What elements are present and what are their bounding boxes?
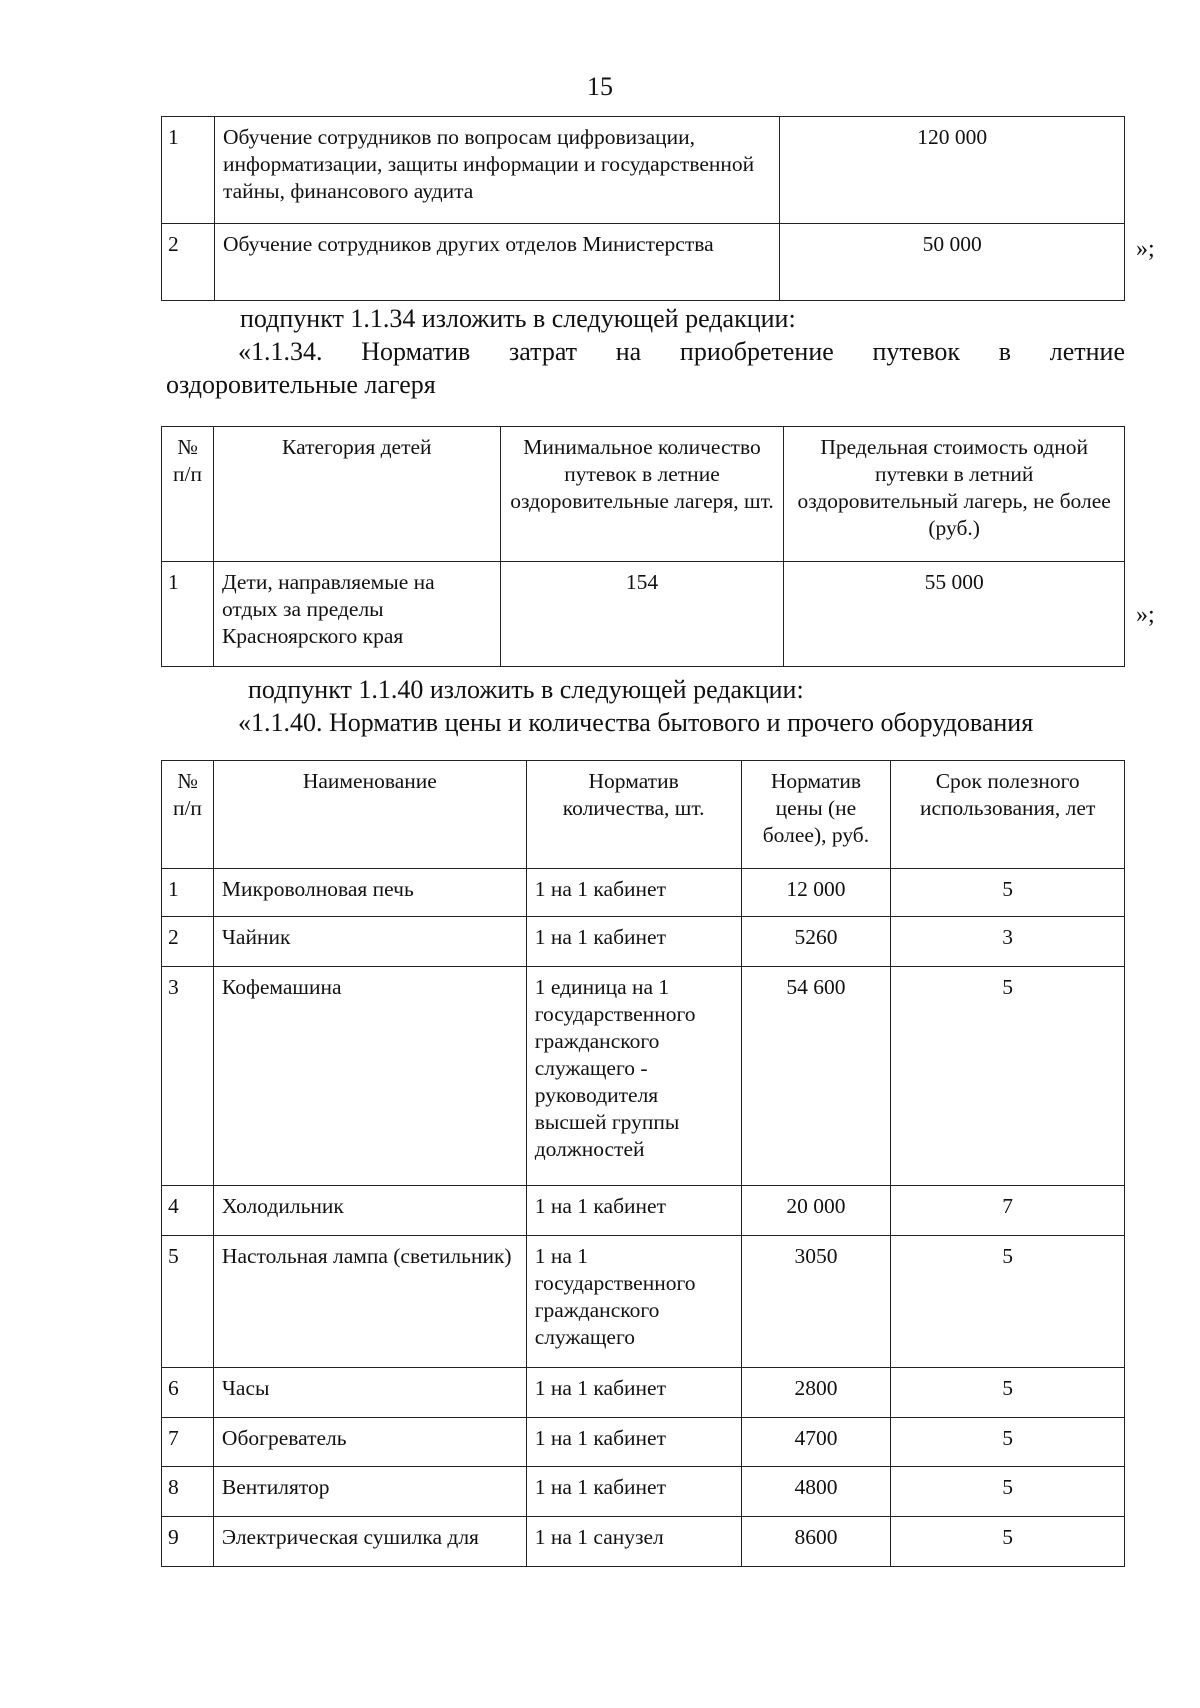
section-heading: «1.1.34. Норматив затрат на приобретение путевок в летние <box>238 337 1125 366</box>
row-number: 1 <box>162 117 215 224</box>
row-number: 8 <box>162 1467 214 1517</box>
item-price: 2800 <box>741 1368 891 1418</box>
header-num: № п/п <box>162 427 214 562</box>
training-name: Обучение сотрудников других отделов Министерства <box>214 224 779 301</box>
table-row <box>162 967 1125 1186</box>
table-row <box>162 224 1125 301</box>
item-qty: 1 на 1 кабинет <box>526 1418 741 1467</box>
section-heading: «1.1.40. Норматив цены и количества бытового и прочего оборудования <box>238 708 1034 737</box>
item-price: 5260 <box>741 917 891 967</box>
table-row <box>162 917 1125 967</box>
table-header-row <box>162 761 1125 869</box>
header-max-price: Предельная стоимость одной путевки в летний оздоровительный лагерь, не более (руб.) <box>784 427 1125 562</box>
row-number: 9 <box>162 1517 214 1567</box>
item-price: 20 000 <box>741 1186 891 1236</box>
section-intro: подпункт 1.1.34 изложить в следующей редакции: <box>240 304 796 333</box>
header-life: Срок полезного использования, лет <box>891 761 1125 869</box>
training-costs-table <box>161 116 1125 301</box>
training-cost: 120 000 <box>780 117 1125 224</box>
row-number: 1 <box>162 562 214 667</box>
table-row <box>162 1186 1125 1236</box>
item-qty: 1 на 1 кабинет <box>526 917 741 967</box>
item-name: Микроволновая печь <box>213 869 526 917</box>
row-number: 3 <box>162 967 214 1186</box>
item-qty: 1 на 1 кабинет <box>526 1186 741 1236</box>
item-life: 5 <box>891 1418 1125 1467</box>
item-price: 3050 <box>741 1236 891 1368</box>
item-life: 5 <box>891 1467 1125 1517</box>
row-number: 7 <box>162 1418 214 1467</box>
item-qty: 1 единица на 1 государственного гражданского служащего - руководителя высшей группы должностей <box>526 967 741 1186</box>
row-number: 4 <box>162 1186 214 1236</box>
min-count: 154 <box>500 562 784 667</box>
child-category: Дети, направляемые на отдых за пределы Красноярского края <box>213 562 500 667</box>
closing-quote: »; <box>1136 236 1155 262</box>
item-name: Электрическая сушилка для <box>213 1517 526 1567</box>
item-name: Вентилятор <box>213 1467 526 1517</box>
item-qty: 1 на 1 кабинет <box>526 869 741 917</box>
closing-quote: »; <box>1136 602 1155 628</box>
header-qty: Норматив количества, шт. <box>526 761 741 869</box>
item-price: 4700 <box>741 1418 891 1467</box>
table-header-row <box>162 427 1125 562</box>
table-row <box>162 1418 1125 1467</box>
training-name: Обучение сотрудников по вопросам цифровизации, информатизации, защиты информации и государственной тайны, финансового аудита <box>214 117 779 224</box>
item-qty: 1 на 1 кабинет <box>526 1467 741 1517</box>
row-number: 6 <box>162 1368 214 1418</box>
header-min-count: Минимальное количество путевок в летние оздоровительные лагеря, шт. <box>500 427 784 562</box>
table-row <box>162 869 1125 917</box>
item-name: Настольная лампа (светильник) <box>213 1236 526 1368</box>
item-price: 12 000 <box>741 869 891 917</box>
item-life: 5 <box>891 967 1125 1186</box>
item-name: Кофемашина <box>213 967 526 1186</box>
section-intro: подпункт 1.1.40 изложить в следующей редакции: <box>248 675 804 704</box>
header-price: Норматив цены (не более), руб. <box>741 761 891 869</box>
row-number: 2 <box>162 917 214 967</box>
item-name: Холодильник <box>213 1186 526 1236</box>
table-row <box>162 1236 1125 1368</box>
max-price: 55 000 <box>784 562 1125 667</box>
item-price: 4800 <box>741 1467 891 1517</box>
item-life: 7 <box>891 1186 1125 1236</box>
item-life: 5 <box>891 1517 1125 1567</box>
table-row <box>162 1368 1125 1418</box>
row-number: 1 <box>162 869 214 917</box>
item-qty: 1 на 1 государственного гражданского служащего <box>526 1236 741 1368</box>
header-name: Наименование <box>213 761 526 869</box>
item-name: Обогреватель <box>213 1418 526 1467</box>
item-qty: 1 на 1 санузел <box>526 1517 741 1567</box>
table-row <box>162 562 1125 667</box>
item-name: Чайник <box>213 917 526 967</box>
item-price: 8600 <box>741 1517 891 1567</box>
item-life: 5 <box>891 1236 1125 1368</box>
header-num: № п/п <box>162 761 214 869</box>
table-row <box>162 1517 1125 1567</box>
header-category: Категория детей <box>213 427 500 562</box>
table-row <box>162 117 1125 224</box>
equipment-table <box>161 760 1125 1567</box>
item-qty: 1 на 1 кабинет <box>526 1368 741 1418</box>
page-number: 15 <box>587 72 613 101</box>
item-life: 5 <box>891 1368 1125 1418</box>
section-heading-cont: оздоровительные лагеря <box>166 370 436 399</box>
item-name: Часы <box>213 1368 526 1418</box>
item-price: 54 600 <box>741 967 891 1186</box>
camp-vouchers-table <box>161 426 1125 667</box>
item-life: 3 <box>891 917 1125 967</box>
training-cost: 50 000 <box>780 224 1125 301</box>
row-number: 5 <box>162 1236 214 1368</box>
row-number: 2 <box>162 224 215 301</box>
table-row <box>162 1467 1125 1517</box>
item-life: 5 <box>891 869 1125 917</box>
